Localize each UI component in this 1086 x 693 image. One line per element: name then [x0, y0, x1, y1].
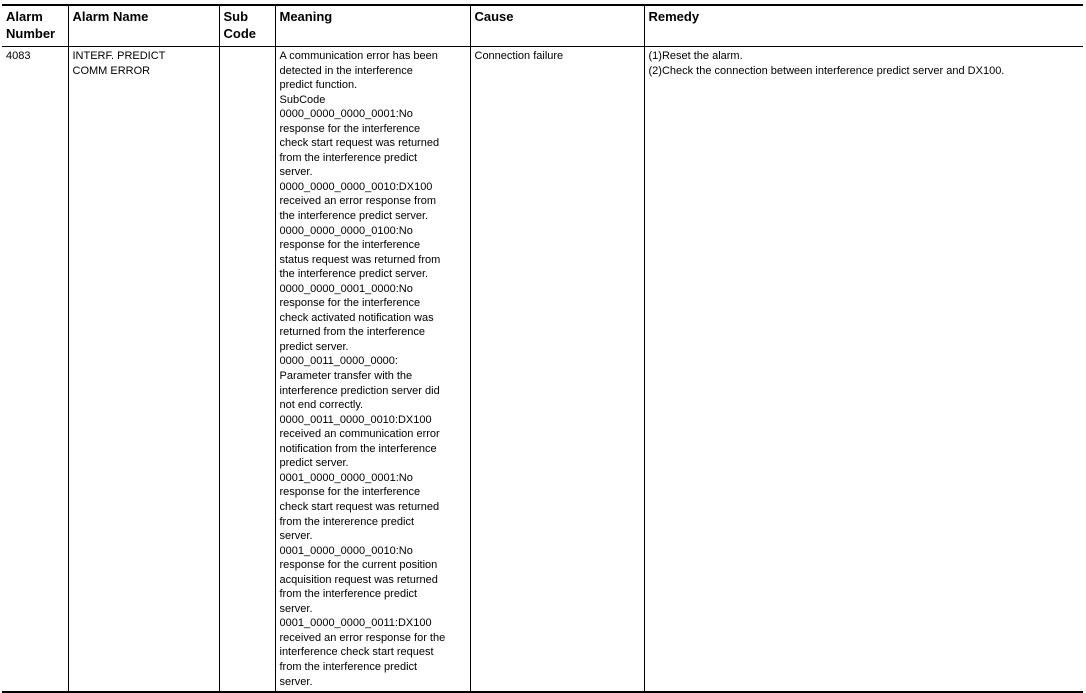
meaning-line: response for the interference [279, 486, 421, 499]
table-header-row [2, 5, 1083, 47]
meaning-line: server. [279, 530, 313, 543]
meaning-line: response for the interference [279, 122, 421, 135]
remedy-step: (1)Reset the alarm. [648, 50, 743, 62]
meaning-line: 0001_0000_0000_0011:DX100 [279, 617, 432, 630]
meaning-line: 0001_0000_0000_0001:No [279, 471, 413, 484]
meaning-line: predict server. [279, 457, 349, 470]
meaning-line: acquisition request was returned [279, 573, 438, 586]
meaning-line: the interference predict server. [279, 268, 429, 281]
meaning-line: 0001_0000_0000_0010:No [279, 544, 413, 557]
meaning-line: from the interference predict [279, 151, 418, 164]
meaning-line: 0000_0000_0001_0000:No [279, 282, 413, 295]
meaning-line: 0000_0011_0000_0000: [279, 355, 398, 368]
meaning-line: check activated notification was [279, 311, 434, 324]
cell-cause: Connection failure [470, 47, 644, 693]
meaning-line: response for the interference [279, 239, 421, 252]
meaning-line: the interference predict server. [279, 210, 429, 223]
meaning-line: A communication error has been [279, 50, 438, 62]
meaning-line: server. [279, 166, 313, 179]
meaning-line: interference check start request [279, 646, 434, 659]
meaning-line: from the intererence predict [279, 515, 415, 528]
meaning-line: check start request was returned [279, 500, 440, 513]
remedy-step: (2)Check the connection between interference predict server and DX100. [648, 64, 1005, 77]
meaning-line: 0000_0000_0000_0010:DX100 [279, 180, 433, 193]
meaning-line: received an communication error [279, 428, 440, 441]
meaning-line: SubCode [279, 93, 326, 106]
header-alarm-number: Alarm Number [6, 9, 56, 41]
cell-alarm-name: INTERF. PREDICT COMM ERROR [68, 47, 219, 693]
header-meaning: Meaning [275, 5, 470, 47]
meaning-line: from the interference predict [279, 588, 418, 601]
meaning-line: interference prediction server did [279, 384, 440, 397]
alarm-table [2, 4, 1083, 693]
meaning-line: Parameter transfer with the [279, 370, 413, 383]
cell-alarm-number: 4083 [6, 50, 31, 62]
meaning-line: from the interference predict [279, 660, 418, 673]
header-cause: Cause [470, 5, 644, 47]
meaning-line: server. [279, 675, 313, 688]
meaning-line: notification from the interference [279, 442, 437, 455]
meaning-line: status request was returned from [279, 253, 441, 266]
meaning-line: 0000_0000_0000_0001:No [279, 108, 413, 121]
meaning-line: predict server. [279, 340, 349, 353]
cell-remedy [644, 47, 1083, 693]
meaning-line: returned from the interference [279, 326, 426, 339]
meaning-line: detected in the interference [279, 64, 413, 77]
header-sub-code: Sub Code [219, 5, 275, 47]
header-alarm-name: Alarm Name [68, 5, 219, 47]
meaning-line: received an error response for the [279, 631, 446, 644]
header-remedy: Remedy [644, 5, 1083, 47]
meaning-line: predict function. [279, 79, 358, 92]
meaning-line: 0000_0011_0000_0010:DX100 [279, 413, 432, 426]
meaning-line: server. [279, 602, 313, 615]
meaning-line: not end correctly. [279, 399, 364, 412]
cell-sub-code [219, 47, 275, 693]
meaning-line: 0000_0000_0000_0100:No [279, 224, 413, 237]
meaning-line: response for the current position [279, 559, 438, 572]
cell-meaning [275, 47, 470, 693]
meaning-line: response for the interference [279, 297, 421, 310]
meaning-line: received an error response from [279, 195, 437, 208]
meaning-line: check start request was returned [279, 137, 440, 150]
table-row [2, 47, 1083, 693]
